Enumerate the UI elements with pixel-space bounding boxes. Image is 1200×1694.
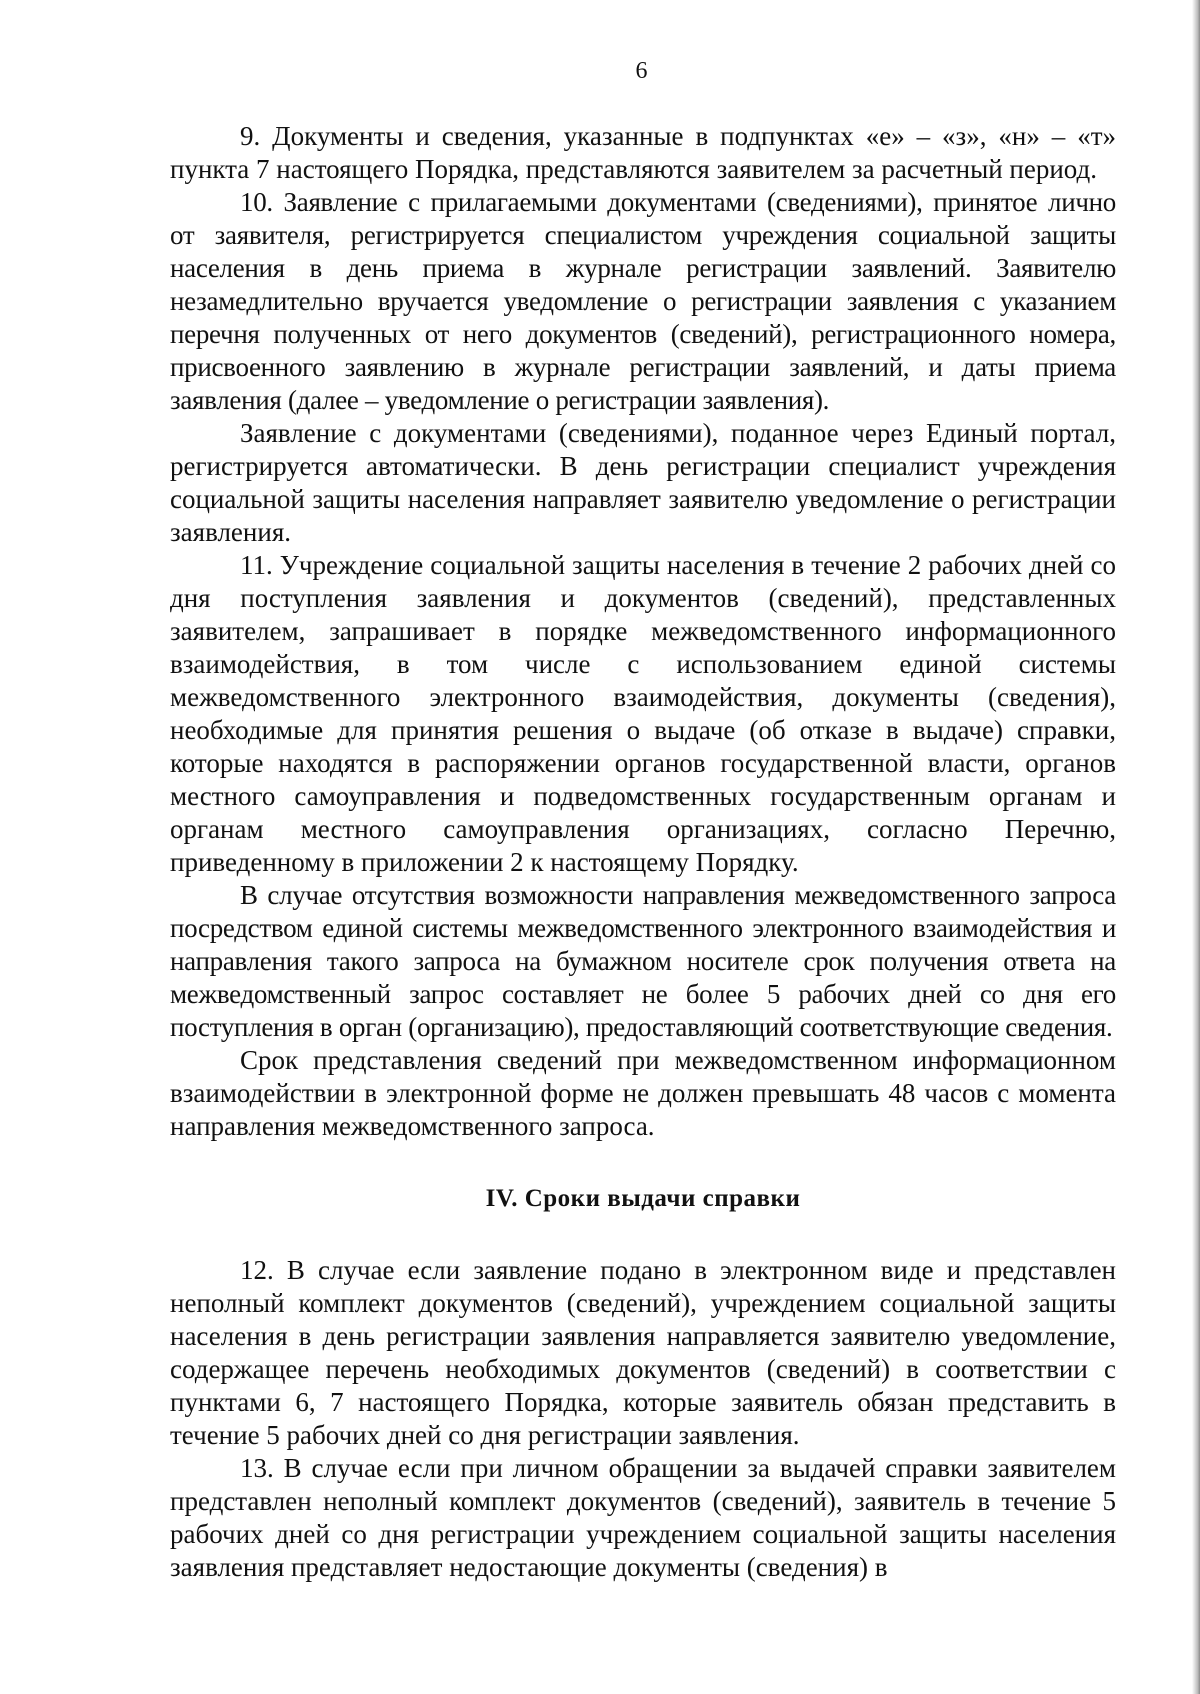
paragraph-9: 9. Документы и сведения, указанные в подпунктах «е» – «з», «н» – «т» пункта 7 настоящего Порядка, представляются заявителем за расчетный период. — [170, 121, 1116, 184]
section-title: IV. Сроки выдачи справки — [485, 1185, 801, 1212]
paragraph-10: 10. Заявление с прилагаемыми документами (сведениями), принятое лично от заявителя, регистрируется специалистом учреждения социальной защиты населения в день приема в журнале регистрации заявлений. Заявителю незамедлительно вручается уведомление о регистрации заявления с указанием перечня полученных от него документов (сведений), регистрационного номера, присвоенного заявлению в журнале регистрации заявлений, и даты приема заявления (далее – уведомление о регистрации заявления). — [170, 187, 1116, 415]
paragraph-11: 11. Учреждение социальной защиты населения в течение 2 рабочих дней со дня поступления заявления и документов (сведений), представленных заявителем, запрашивает в порядке межведомственного информационного взаимодействия, в том числе с использованием единой системы межведомственного электронного взаимодействия, документы (сведения), необходимые для принятия решения о выдаче (об отказе в выдаче) справки, которые находятся в распоряжении органов государственной власти, органов местного самоуправления и подведомственных государственным органам и органам местного самоуправления организациях, согласно Перечню, приведенному в приложении 2 к настоящему Порядку. — [170, 550, 1116, 877]
paragraph-13: 13. В случае если при личном обращении за выдачей справки заявителем представлен неполный комплект документов (сведений), заявитель в течение 5 рабочих дней со дня регистрации учреждением социальной защиты населения заявления представляет недостающие документы (сведения) в — [170, 1453, 1116, 1582]
document-body — [170, 120, 1116, 1584]
page-number: 6 — [635, 58, 648, 84]
paragraph-11-paper-request: В случае отсутствия возможности направления межведомственного запроса посредством единой системы межведомственного электронного взаимодействия и направления такого запроса на бумажном носителе срок получения ответа на межведомственный запрос составляет не более 5 рабочих дней со дня его поступления в орган (организацию), предоставляющий соответствующие сведения. — [170, 880, 1116, 1042]
paragraph-10-portal: Заявление с документами (сведениями), поданное через Единый портал, регистрируется автоматически. В день регистрации специалист учреждения социальной защиты населения направляет заявителю уведомление о регистрации заявления. — [170, 418, 1116, 547]
scan-edge-shadow — [1192, 0, 1200, 1694]
paragraph-12: 12. В случае если заявление подано в электронном виде и представлен неполный комплект документов (сведений), учреждением социальной защиты населения в день регистрации заявления направляется заявителю уведомление, содержащее перечень необходимых документов (сведений) в соответствии с пунктами 6, 7 настоящего Порядка, которые заявитель обязан представить в течение 5 рабочих дней со дня регистрации заявления. — [170, 1255, 1116, 1450]
paragraph-11-electronic-term: Срок представления сведений при межведомственном информационном взаимодействии в электронной форме не должен превышать 48 часов с момента направления межведомственного запроса. — [170, 1045, 1116, 1141]
